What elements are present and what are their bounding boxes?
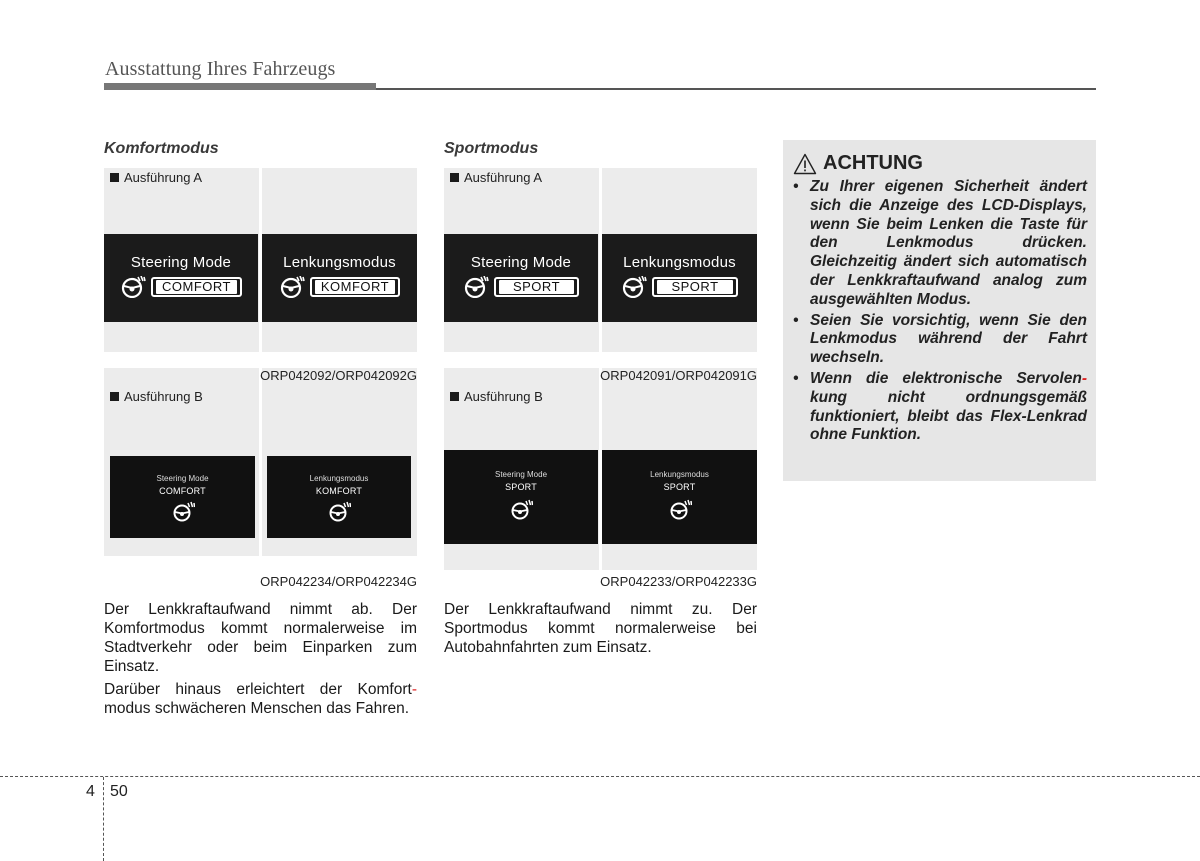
warning-header — [793, 152, 923, 175]
warning-box — [783, 140, 1096, 481]
variant-label: Ausführung B — [450, 388, 543, 406]
lcd-screen-lenkungsmodus: Lenkungsmodus KOMFORT — [267, 456, 411, 538]
warning-triangle-icon — [793, 153, 817, 175]
steering-wheel-icon — [463, 276, 489, 298]
warning-title: ACHTUNG — [823, 152, 923, 174]
steering-wheel-icon — [171, 500, 195, 522]
chapter-number: 4 — [86, 783, 95, 800]
header-rule — [376, 88, 1096, 90]
header-accent-bar — [104, 83, 376, 90]
warning-item: • Seien Sie vorsichtig, wenn Sie den Lenkmodus während der Fahrt wechseln. — [793, 312, 1087, 368]
warning-item: • Wenn die elektronische Servolen- kung nicht ordnungsgemäß funktioniert, bleibt das Flex-Lenkrad ohne Funktion. — [793, 370, 1087, 445]
komfort-paragraph-2: Darüber hinaus erleichtert der Komfort-modus schwächeren Menschen das Fahren. — [104, 681, 417, 717]
warning-item: • Zu Ihrer eigenen Sicherheit ändert sich die Anzeige des LCD-Displays, wenn Sie beim Lenken die Taste für den Lenkmodus drücken. Gleichzeitig ändert sich automatisch der Lenkkraftaufwand analog zum ausgewählten Modus. — [793, 178, 1087, 310]
steering-wheel-icon — [327, 500, 351, 522]
lcd-screen-steering-mode: Steering Mode SPORT — [444, 450, 598, 544]
sport-body — [444, 600, 757, 657]
sport-figure-b — [444, 384, 757, 588]
figure-reference: ORP042233/ORP042233G — [600, 574, 757, 589]
komfort-figure-a — [104, 168, 417, 384]
steering-wheel-icon — [621, 276, 647, 298]
steering-wheel-icon — [668, 498, 692, 520]
komfort-paragraph-1: Der Lenkkraftaufwand nimmt ab. Der Komfortmodus kommt normalerweise im Stadtverkehr oder beim Einparken zum Einsatz. — [104, 601, 417, 675]
lcd-screen-lenkungsmodus: Lenkungsmodus SPORT — [602, 234, 757, 322]
lcd-screen-steering-mode: Steering Mode COMFORT — [110, 456, 255, 538]
variant-label: Ausführung A — [110, 169, 202, 187]
variant-label: Ausführung A — [450, 169, 542, 187]
komfort-title: Komfortmodus — [104, 140, 219, 157]
footer-vertical-rule — [103, 777, 104, 861]
warning-list — [793, 178, 1087, 447]
figure-reference: ORP042091/ORP042091G — [600, 368, 757, 383]
figure-reference: ORP042092/ORP042092G — [260, 368, 417, 383]
mode-label: COMFORT — [156, 280, 237, 294]
steering-wheel-icon — [509, 498, 533, 520]
sport-paragraph-1: Der Lenkkraftaufwand nimmt zu. Der Sportmodus kommt normalerweise bei Autobahnfahrten zum Einsatz. — [444, 601, 757, 656]
page-header-title: Ausstattung Ihres Fahrzeugs — [105, 58, 336, 80]
lcd-screen-lenkungsmodus: Lenkungsmodus SPORT — [602, 450, 757, 544]
page-number: 50 — [110, 783, 128, 800]
steering-wheel-icon — [120, 276, 146, 298]
lcd-screen-steering-mode: Steering Mode COMFORT — [104, 234, 258, 322]
mode-label: KOMFORT — [315, 280, 395, 294]
komfort-figure-b — [104, 384, 417, 588]
steering-wheel-icon — [279, 276, 305, 298]
figure-reference: ORP042234/ORP042234G — [260, 574, 417, 589]
mode-label: SPORT — [499, 280, 574, 294]
lcd-screen-steering-mode: Steering Mode SPORT — [444, 234, 598, 322]
lcd-screen-lenkungsmodus: Lenkungsmodus KOMFORT — [262, 234, 417, 322]
mode-label: SPORT — [657, 280, 732, 294]
footer-dashed-rule — [0, 776, 1200, 777]
variant-label: Ausführung B — [110, 388, 203, 406]
komfort-body — [104, 600, 417, 718]
komfort-column — [104, 138, 417, 722]
sport-title: Sportmodus — [444, 140, 539, 157]
sport-column — [444, 138, 757, 661]
sport-figure-a — [444, 168, 757, 384]
